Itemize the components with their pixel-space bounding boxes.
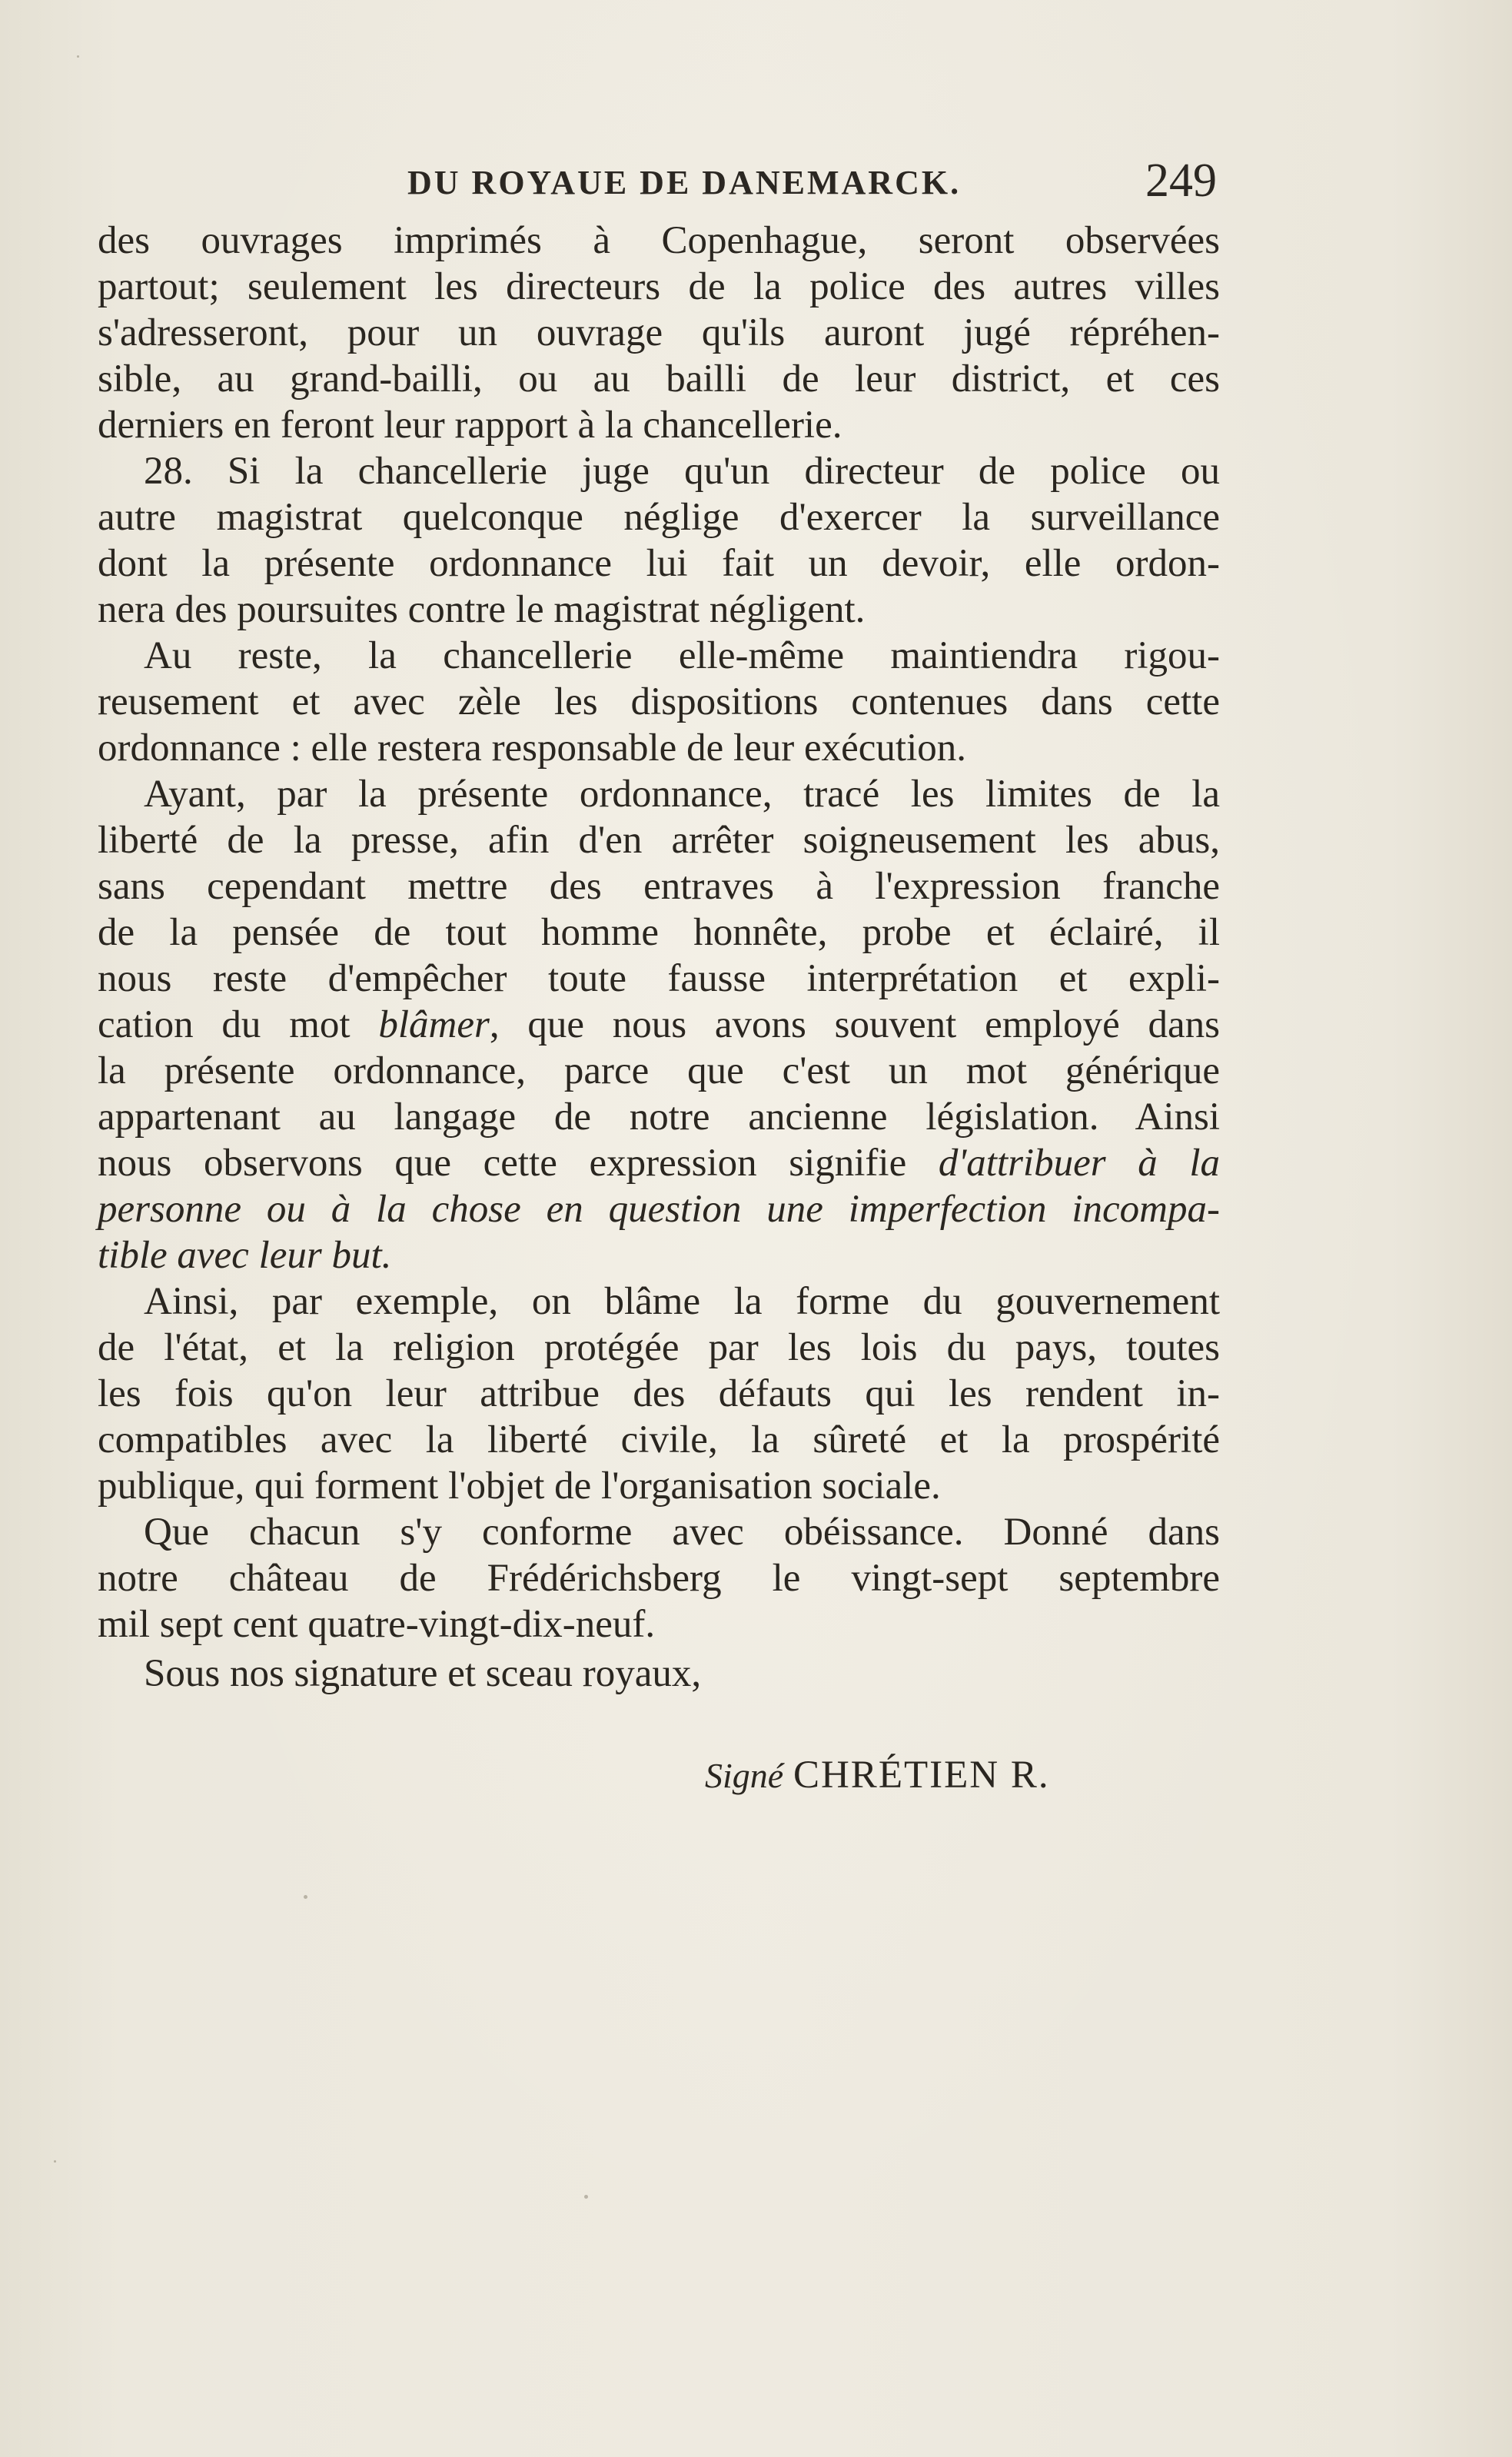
text-line: notre château de Frédérichsberg le vingt-sept septembre <box>98 1557 1220 1600</box>
text-line: autre magistrat quelconque néglige d'exercer la surveillance <box>98 496 1220 539</box>
paper-speck <box>304 1895 307 1899</box>
page-number: 249 <box>1145 155 1217 207</box>
text-line: appartenant au langage de notre ancienne législation. Ainsi <box>98 1096 1220 1139</box>
italic-word: blâmer <box>378 1003 490 1046</box>
body-text <box>98 218 1220 1798</box>
text-line: dont la présente ordonnance lui fait un devoir, elle ordon- <box>98 542 1220 585</box>
text-line: la présente ordonnance, parce que c'est un mot générique <box>98 1049 1220 1092</box>
italic-phrase: tible avec leur but. <box>98 1234 392 1277</box>
text-line: ordonnance : elle restera responsable de leur exécution. <box>98 726 966 770</box>
paper-speck <box>54 2160 56 2163</box>
running-title: DU ROYAUE DE DANEMARCK. <box>407 164 962 201</box>
text-line: sans cependant mettre des entraves à l'expression franche <box>98 865 1220 908</box>
text-line: Au reste, la chancellerie elle-même maintiendra rigou- <box>144 634 1220 677</box>
text-line: Sous nos signature et sceau royaux, <box>144 1652 702 1695</box>
italic-phrase: d'attribuer à la <box>938 1142 1220 1185</box>
text-line: derniers en feront leur rapport à la chancellerie. <box>98 404 842 447</box>
text-line: des ouvrages imprimés à Copenhague, seront observées <box>98 219 1220 262</box>
italic-phrase: personne ou à la chose en question une imperfection incompa- <box>98 1188 1220 1231</box>
text-line <box>98 1232 1220 1278</box>
text-line: Que chacun s'y conforme avec obéissance. Donné dans <box>144 1511 1220 1554</box>
text-line: de l'état, et la religion protégée par les lois du pays, toutes <box>98 1326 1220 1369</box>
text-line: sible, au grand-bailli, ou au bailli de leur district, et ces <box>98 357 1220 401</box>
text-line: nous observons que cette expression signifie d'attribuer à la <box>98 1142 1220 1185</box>
text-line: les fois qu'on leur attribue des défauts qui les rendent in- <box>98 1372 1220 1415</box>
text-line: partout; seulement les directeurs de la police des autres villes <box>98 265 1220 308</box>
text-line: 28. Si la chancellerie juge qu'un directeur de police ou <box>144 450 1220 493</box>
paper-speck <box>584 2195 588 2199</box>
paper-speck <box>77 55 79 58</box>
text-line: Ainsi, par exemple, on blâme la forme du gouvernement <box>144 1280 1220 1323</box>
text-line: compatibles avec la liberté civile, la sûreté et la prospérité <box>98 1418 1220 1461</box>
signature-name: CHRÉTIEN R. <box>793 1754 1050 1797</box>
signature-prefix: Signé <box>705 1756 784 1795</box>
text-line <box>98 1186 1220 1232</box>
text-line: liberté de la presse, afin d'en arrêter soigneusement les abus, <box>98 819 1220 862</box>
text-line: mil sept cent quatre-vingt-dix-neuf. <box>98 1603 656 1646</box>
text-line: nous reste d'empêcher toute fausse interprétation et expli- <box>98 957 1220 1000</box>
signature-line <box>98 1752 1220 1798</box>
text-line: reusement et avec zèle les dispositions contenues dans cette <box>98 680 1220 723</box>
text-line: s'adresseront, pour un ouvrage qu'ils auront jugé répréhen- <box>98 311 1220 354</box>
text-line: Ayant, par la présente ordonnance, tracé les limites de la <box>144 773 1220 816</box>
text-line: de la pensée de tout homme honnête, probe et éclairé, il <box>98 911 1220 954</box>
text-line: cation du mot blâmer, que nous avons souvent employé dans <box>98 1003 1221 1046</box>
text-line: publique, qui forment l'objet de l'organisation sociale. <box>98 1465 941 1508</box>
text-line: nera des poursuites contre le magistrat négligent. <box>98 588 866 631</box>
